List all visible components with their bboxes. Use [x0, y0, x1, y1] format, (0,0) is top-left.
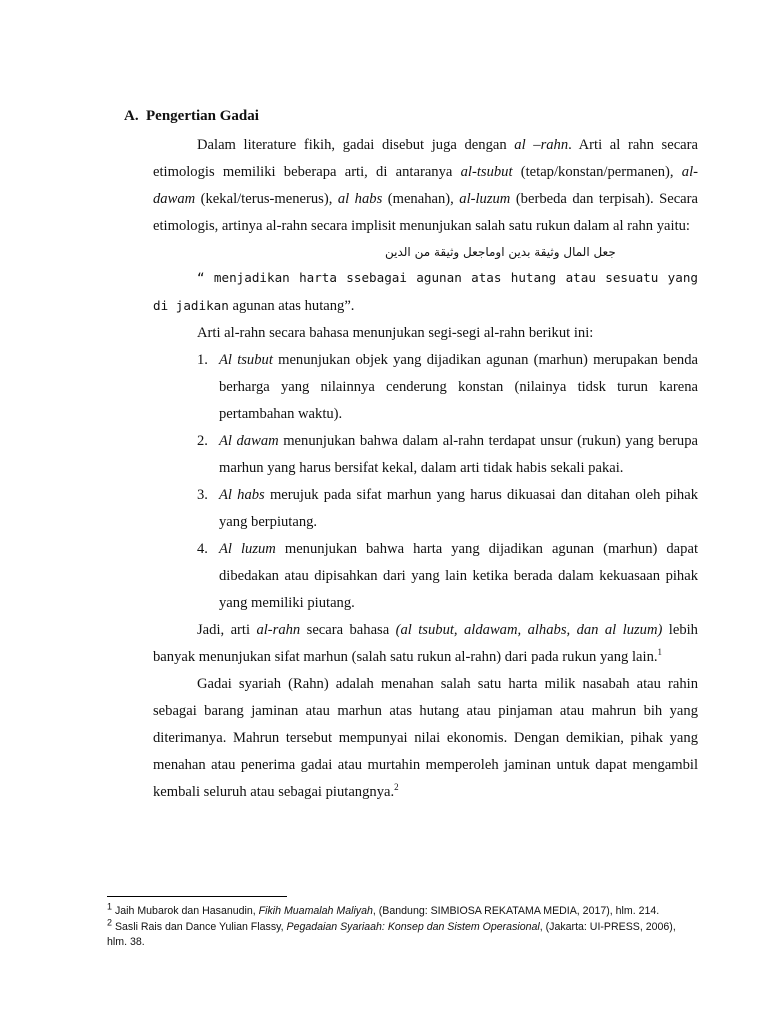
italic-term: al-tsubut — [460, 164, 513, 180]
footnote-book-title: Fikih Muamalah Maliyah — [258, 905, 373, 917]
italic-term: al habs — [337, 191, 383, 207]
paragraph-conclusion — [153, 617, 698, 671]
paragraph-list-intro: Arti al-rahn secara bahasa menunjukan segi-segi al-rahn berikut ini: — [197, 325, 594, 341]
italic-term: (al tsubut, aldawam, alhabs, dan al luzum) — [395, 622, 663, 638]
quote-text: “ menjadikan harta ssebagai agunan atas hutang atau sesuatu yang di jadikan — [153, 270, 698, 313]
footnote-book-title: Pegadaian Syariaah: Konsep dan Sistem Operasional — [286, 920, 540, 933]
footnote-ref[interactable]: 1 — [657, 647, 663, 658]
text-run: Dalam literature fikih, gadai disebut juga dengan — [197, 137, 515, 153]
list-term: Al habs — [219, 487, 265, 503]
paragraph-gadai-syariah — [153, 671, 698, 806]
meaning-list — [153, 347, 698, 617]
list-item — [153, 482, 698, 536]
section-title: Pengertian Gadai — [146, 108, 259, 124]
footnote — [107, 901, 697, 920]
text-run: (berbeda dan terpisah). Secara etimologis, artinya al-rahn secara implisit menunjukan salah satu rukun dalam al rahn yaitu: — [153, 191, 698, 234]
footnote — [107, 916, 697, 951]
footnote-publisher: , (Jakarta: UI-PRESS, 2006), hlm. 38. — [107, 920, 676, 948]
text-run: (menahan), — [382, 191, 460, 207]
text-run: lebih banyak menunjukan sifat marhun (salah satu rukun al-rahn) dari pada rukun yang lain. — [153, 622, 698, 665]
section-heading — [124, 108, 259, 125]
list-number: 1. — [197, 352, 208, 368]
italic-term: al-rahn — [256, 622, 301, 638]
footnote-number: 1 — [107, 901, 113, 912]
footnote-author: Jaih Mubarok dan Hasanudin, — [112, 905, 259, 917]
list-item — [153, 347, 698, 428]
italic-term: al-dawam — [153, 164, 698, 207]
list-text: menunjukan bahwa dalam al-rahn terdapat unsur (rukun) yang berupa marhun yang harus bersifat kekal, dalam arti tidak habis sekali pakai. — [219, 433, 698, 476]
footnote-author: Sasli Rais dan Dance Yulian Flassy, — [112, 920, 287, 933]
quote-translation — [153, 264, 698, 320]
arabic-quote: جعل المال وثيقة بدين اوماجعل وثيقة من الدين — [385, 245, 616, 259]
text-run: Gadai syariah (Rahn) adalah menahan salah satu harta milik nasabah atau rahin sebagai barang jaminan atau marhun atas hutang atau pinjaman atau mahrun bih yang diterimanya. Mahrun tersebut mempunyai nilai ekonomis. Dengan demikian, pihak yang menahan atau penerima gadai atau murtahin memperoleh jaminan untuk dapat mengambil kembali seluruh atau sebagai piutangnya. — [153, 676, 698, 800]
footnote-publisher: , (Bandung: SIMBIOSA REKATAMA MEDIA, 2017), hlm. 214. — [372, 905, 660, 917]
list-text: menunjukan bahwa harta yang dijadikan agunan (marhun) dapat dibedakan atau dipisahkan dari yang lain ketika berada dalam kekuasaan pihak yang memiliki piutang. — [219, 541, 698, 611]
footnotes — [107, 901, 697, 951]
list-number: 2. — [197, 433, 208, 449]
footnote-number: 2 — [107, 916, 113, 927]
section-number: A. — [124, 108, 139, 124]
footnote-ref[interactable]: 2 — [394, 782, 399, 793]
quote-tail: agunan atas hutang”. — [228, 298, 355, 314]
text-run: (kekal/terus-menerus), — [195, 191, 338, 207]
list-item — [153, 536, 698, 617]
list-term: Al luzum — [219, 541, 276, 557]
list-item — [153, 428, 698, 482]
text-run: secara bahasa — [300, 622, 396, 638]
list-term: Al tsubut — [219, 352, 273, 368]
list-text: menunjukan objek yang dijadikan agunan (marhun) merupakan benda berharga yang nilainnya cenderung konstan (nilainya tidsk turun karena pertambahan waktu). — [219, 352, 699, 422]
body-text — [153, 132, 698, 806]
list-term: Al dawam — [219, 433, 279, 449]
paragraph-definition — [153, 132, 698, 240]
list-number: 3. — [197, 487, 208, 503]
italic-term: al-luzum — [459, 191, 511, 207]
list-number: 4. — [197, 541, 208, 557]
italic-term: al –rahn — [514, 137, 569, 153]
text-run: Jadi, arti — [197, 622, 257, 638]
list-text: merujuk pada sifat marhun yang harus dikuasai dan ditahan oleh pihak yang berpiutang. — [219, 487, 699, 530]
footnote-divider — [107, 896, 287, 897]
text-run: (tetap/konstan/permanen), — [512, 164, 682, 180]
text-run: . Arti al rahn secara etimologis memiliki beberapa arti, di antaranya — [153, 137, 698, 180]
